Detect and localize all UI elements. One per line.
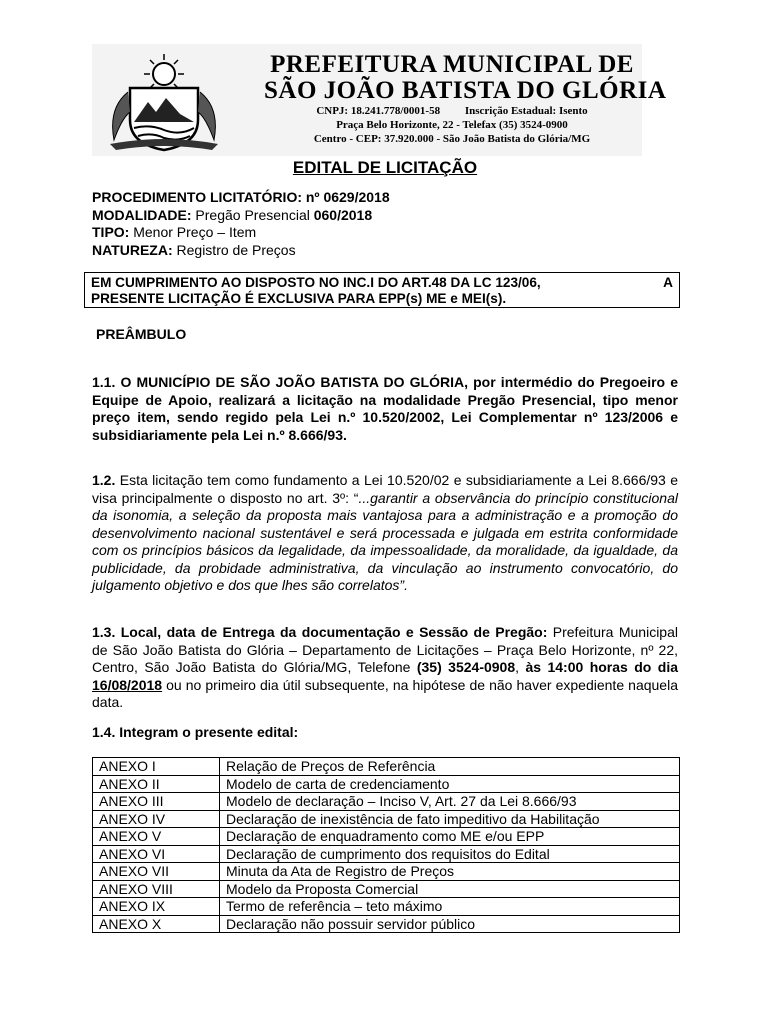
paragraph-1-2-text: Esta licitação tem como fundamento a Lei 10.520/02 e subsidiariamente a Lei 8.666/93 e visa principalmente o disposto no art. 3º: “ [92,472,678,506]
annex-code: ANEXO X [93,915,220,933]
notice-line-1-text: EM CUMPRIMENTO AO DISPOSTO NO INC.I DO ART.48 DA LC 123/06, [91,275,541,290]
session-time: às 14:00 horas do dia [525,659,678,675]
session-date: 16/08/2018 [92,676,163,693]
annex-description: Modelo de carta de credenciamento [220,775,680,793]
notice-line-1-end: A [663,275,673,290]
table-row [93,828,680,846]
notice-line-2: PRESENTE LICITAÇÃO É EXCLUSIVA PARA EPP(s) ME e MEI(s). [91,291,507,306]
natureza-label: NATUREZA: [92,241,173,258]
procedure-metadata [92,189,390,259]
annex-code: ANEXO VIII [93,880,220,898]
natureza-line [92,242,390,260]
modalidade-number: 060/2018 [313,206,373,223]
tipo-label: TIPO: [92,224,130,240]
table-row [93,758,680,776]
exclusivity-notice-box [84,272,680,308]
letterhead [92,44,667,156]
annex-description: Minuta da Ata de Registro de Preços [220,863,680,881]
modalidade-value: Pregão Presencial [191,206,314,223]
annex-code: ANEXO VII [93,863,220,881]
modalidade-label: MODALIDADE: [92,206,192,223]
inscricao-estadual: Inscrição Estadual: Isento [464,105,588,117]
cnpj-line [264,104,640,118]
address-line-1: Praça Belo Horizonte, 22 - Telefax (35) 3524-0900 [336,119,568,131]
cnpj: CNPJ: 18.241.778/0001-58 [316,105,441,117]
preambulo-heading: PREÂMBULO [96,326,187,342]
annex-code: ANEXO IV [93,810,220,828]
annex-description: Modelo de declaração – Inciso V, Art. 27 da Lei 8.666/93 [220,793,680,811]
annex-description: Modelo da Proposta Comercial [220,880,680,898]
paragraph-1-1: 1.1. O MUNICÍPIO DE SÃO JOÃO BATISTA DO GLÓRIA, por intermédio do Pregoeiro e Equipe de Apoio, realizará a licitação na modalidade Pregão Presencial, tipo menor preço item, sendo regido pela Lei n.º 10.520/2002, Lei Complementar nº 123/2006 e subsidiariamente pela Lei n.º 8.666/93. [92,374,678,443]
annex-description: Declaração não possuir servidor público [220,915,680,933]
phone-number: (35) 3524-0908 [416,659,516,675]
paragraph-1-2-number: 1.2. [92,472,116,488]
annex-table [92,757,680,933]
paragraph-1-3-text-end: ou no primeiro dia útil subsequente, na hipótese de não haver expediente naquela data. [92,676,678,710]
table-row [93,880,680,898]
procedimento-line [92,189,390,207]
procedimento-label: PROCEDIMENTO LICITATÓRIO: nº 0629/2018 [92,189,390,205]
municipality-line-2: SÃO JOÃO BATISTA DO GLÓRIA [264,77,667,104]
table-row [93,915,680,933]
annex-description: Declaração de enquadramento como ME e/ou EPP [220,828,680,846]
table-row [93,898,680,916]
paragraph-1-4: 1.4. Integram o presente edital: [92,724,299,740]
annex-description: Relação de Preços de Referência [220,758,680,776]
tipo-line [92,224,390,242]
annex-code: ANEXO IX [93,898,220,916]
letterhead-text [264,51,667,146]
address-line-2: Centro - CEP: 37.920.000 - São João Batista do Glória/MG [313,133,591,145]
comma: , [515,659,520,675]
annex-description: Declaração de inexistência de fato impeditivo da Habilitação [220,810,680,828]
tipo-value: Menor Preço – Item [129,224,257,240]
table-row [93,863,680,881]
annex-code: ANEXO VI [93,845,220,863]
paragraph-1-3-label: 1.3. Local, data de Entrega da documentação e Sessão de Pregão: [92,624,548,640]
paragraph-1-2 [92,472,678,595]
notice-line-1 [91,275,673,291]
paragraph-1-3 [92,624,678,712]
annex-code: ANEXO III [93,793,220,811]
annex-description: Termo de referência – teto máximo [220,898,680,916]
annex-code: ANEXO I [93,758,220,776]
annex-code: ANEXO V [93,828,220,846]
paragraph-1-2-quote: ...garantir a observância do princípio constitucional da isonomia, a seleção da proposta mais vantajosa para a administração e a promoção do desenvolvimento nacional sustentável e será processada e julgada em estrita conformidade com os princípios básicos da legalidade, da impessoalidade, da moralidade, da igualdade, da publicidade, da probidade administrativa, da vinculação ao instrumento convocatório, do julgamento objetivo e dos que lhes são correlatos”. [92,489,678,593]
paragraph-1-3-text: Prefeitura Municipal de São João Batista do Glória – Departamento de Licitações – Praça Belo Horizonte, nº 22, Centro, São João Batista do Glória/MG, Telefone [92,624,678,675]
municipality-line-1: PREFEITURA MUNICIPAL DE [270,51,634,78]
table-row [93,793,680,811]
annex-description: Declaração de cumprimento dos requisitos do Edital [220,845,680,863]
table-row [93,775,680,793]
annex-code: ANEXO II [93,775,220,793]
coat-of-arms-icon [100,48,260,152]
modalidade-line [92,207,390,225]
table-row [93,845,680,863]
annex-table-body [93,758,680,933]
document-title: EDITAL DE LICITAÇÃO [292,158,478,177]
natureza-value: Registro de Preços [172,241,296,258]
table-row [93,810,680,828]
